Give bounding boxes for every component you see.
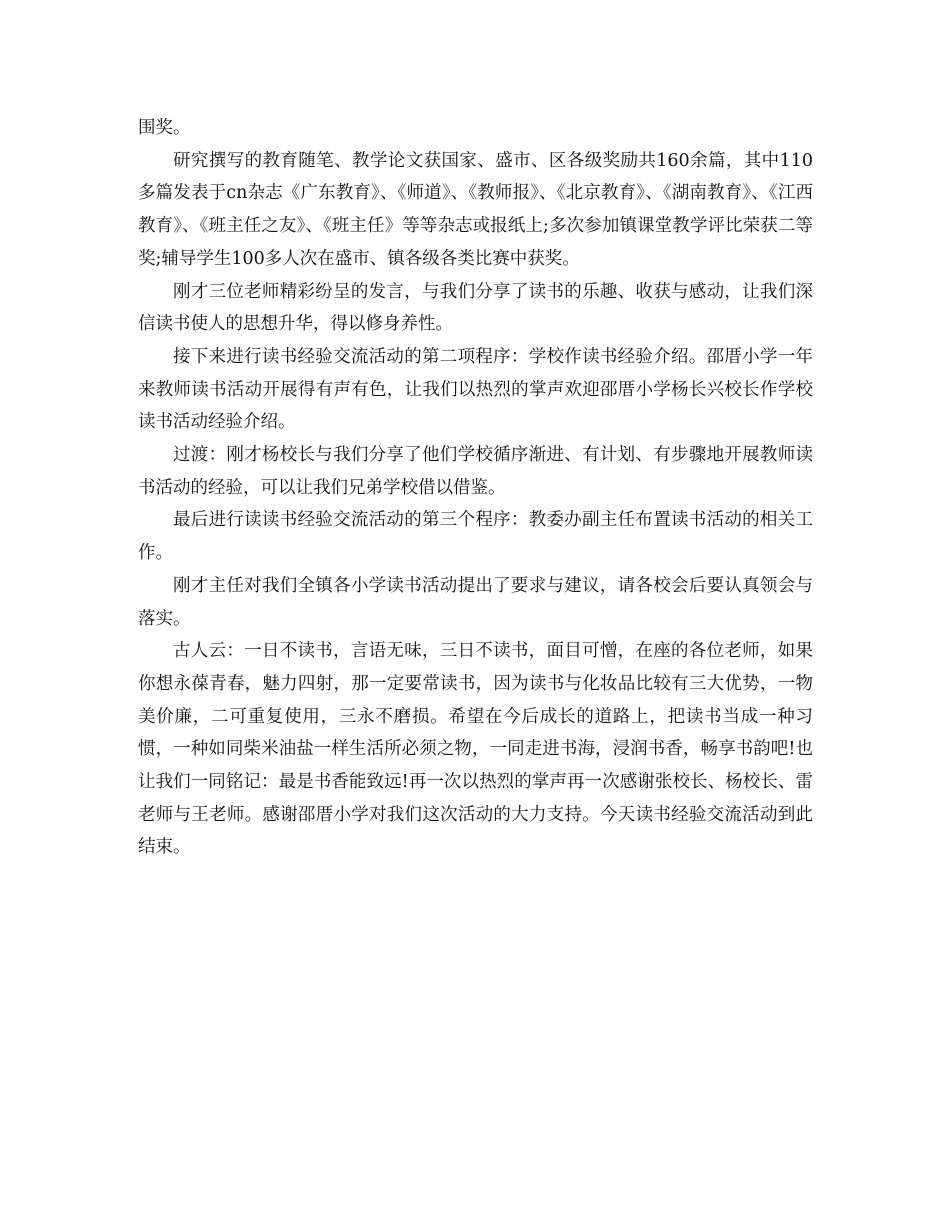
paragraph-closing: 古人云：一日不读书，言语无味，三日不读书，面目可憎，在座的各位老师，如果你想永葆青春，魅力四射，那一定要常读书，因为读书与化妆品比较有三大优势，一物美价廉，二可重复使用，三永不磨损。希望在今后成长的道路上，把读书当成一种习惯，一种如同柴米油盐一样生活所必须之物，一同走进书海，浸润书香，畅享书韵吧!也让我们一同铭记：最是书香能致远!再一次以热烈的掌声再一次感谢张校长、杨校长、雷老师与王老师。感谢邵厝小学对我们这次活动的大力支持。今天读书经验交流活动到此结束。 [138, 641, 813, 858]
paragraph-director-remarks: 刚才主任对我们全镇各小学读书活动提出了要求与建议，请各校会后要认真领会与落实。 [138, 575, 813, 629]
paragraph-teacher-speeches: 刚才三位老师精彩纷呈的发言，与我们分享了读书的乐趣、收获与感动，让我们深信读书使人的思想升华，得以修身养性。 [138, 281, 813, 335]
document-body [138, 112, 813, 864]
paragraph-second-program: 接下来进行读书经验交流活动的第二项程序：学校作读书经验介绍。邵厝小学一年来教师读书活动开展得有声有色，让我们以热烈的掌声欢迎邵厝小学杨长兴校长作学校读书活动经验介绍。 [138, 346, 813, 433]
paragraph-third-program: 最后进行读读书经验交流活动的第三个程序：教委办副主任布置读书活动的相关工作。 [138, 510, 813, 564]
paragraph-continuation: 围奖。 [138, 118, 191, 138]
paragraph-research-awards: 研究撰写的教育随笔、教学论文获国家、盛市、区各级奖励共160余篇，其中110多篇发表于cn杂志《广东教育》、《师道》、《教师报》、《北京教育》、《湖南教育》、《江西教育》、《班主任之友》、《班主任》等等杂志或报纸上;多次参加镇课堂教学评比荣获二等奖;辅导学生100多人次在盛市、镇各级各类比赛中获奖。 [138, 150, 813, 269]
paragraph-transition: 过渡：刚才杨校长与我们分享了他们学校循序渐进、有计划、有步骤地开展教师读书活动的经验，可以让我们兄弟学校借以借鉴。 [138, 445, 813, 498]
